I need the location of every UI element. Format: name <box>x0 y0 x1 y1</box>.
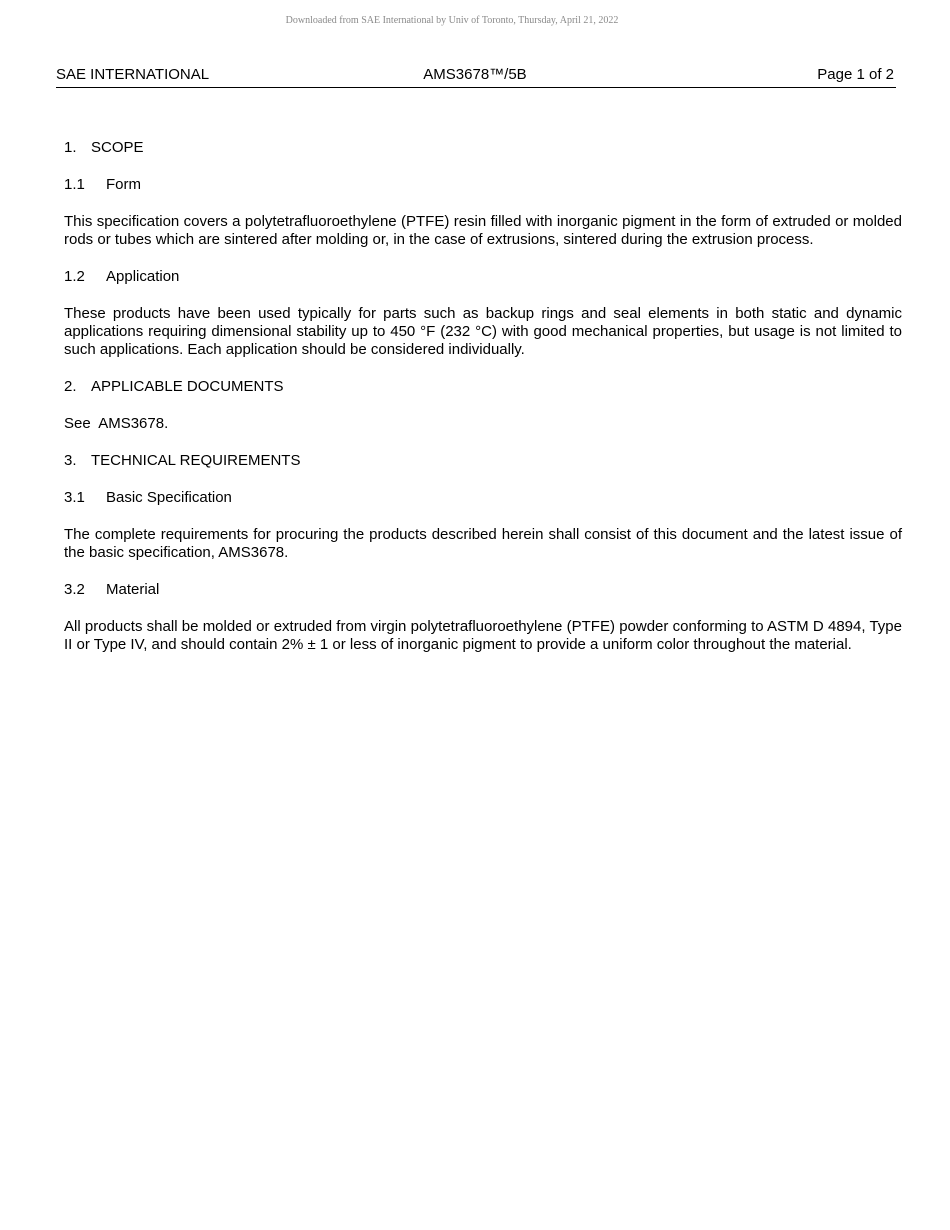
section-2-heading <box>64 378 902 396</box>
section-number: 1. <box>64 139 77 156</box>
page-header <box>56 66 896 88</box>
section-title: Form <box>106 176 141 193</box>
section-title: APPLICABLE DOCUMENTS <box>91 378 284 395</box>
download-watermark: Downloaded from SAE International by Univ of Toronto, Thursday, April 21, 2022 <box>285 15 619 26</box>
section-title: Material <box>106 581 160 598</box>
section-title: SCOPE <box>91 139 144 156</box>
section-title: Basic Specification <box>106 489 232 506</box>
section-3-1-text: The complete requirements for procuring the products described herein shall consist of this document and the latest issue of the basic specification, AMS3678. <box>64 526 902 561</box>
section-1-2-text: These products have been used typically for parts such as backup rings and seal elements in both static and dynamic applications requiring dimensional stability up to 450 °F (232 °C) with good mechanical properties, but usage is not limited to such applications. Each application should be considered individually. <box>64 305 902 358</box>
section-1-1-heading <box>64 176 902 194</box>
document-body <box>64 139 902 673</box>
section-number: 3.1 <box>64 489 85 506</box>
section-number: 3. <box>64 452 77 469</box>
section-number: 1.1 <box>64 176 85 193</box>
section-title: TECHNICAL REQUIREMENTS <box>91 452 301 469</box>
section-1-1-text: This specification covers a polytetrafluoroethylene (PTFE) resin filled with inorganic pigment in the form of extruded or molded rods or tubes which are sintered after molding or, in the case of extrusions, sintered during the extrusion process. <box>64 213 902 248</box>
section-3-heading <box>64 452 902 470</box>
section-1-heading <box>64 139 902 157</box>
section-number: 2. <box>64 378 77 395</box>
section-title: Application <box>106 268 180 285</box>
header-page-number: Page 1 of 2 <box>817 66 894 83</box>
header-doc-id: AMS3678™/5B <box>423 66 527 83</box>
section-1-2-heading <box>64 268 902 286</box>
section-number: 3.2 <box>64 581 85 598</box>
section-3-2-heading <box>64 581 902 599</box>
header-org: SAE INTERNATIONAL <box>56 66 210 83</box>
section-number: 1.2 <box>64 268 85 285</box>
section-2-text: See AMS3678. <box>64 415 169 432</box>
section-3-2-text: All products shall be molded or extruded from virgin polytetrafluoroethylene (PTFE) powder conforming to ASTM D 4894, Type II or Type IV, and should contain 2% ± 1 or less of inorganic pigment to provide a uniform color throughout the material. <box>64 618 902 653</box>
section-3-1-heading <box>64 489 902 507</box>
